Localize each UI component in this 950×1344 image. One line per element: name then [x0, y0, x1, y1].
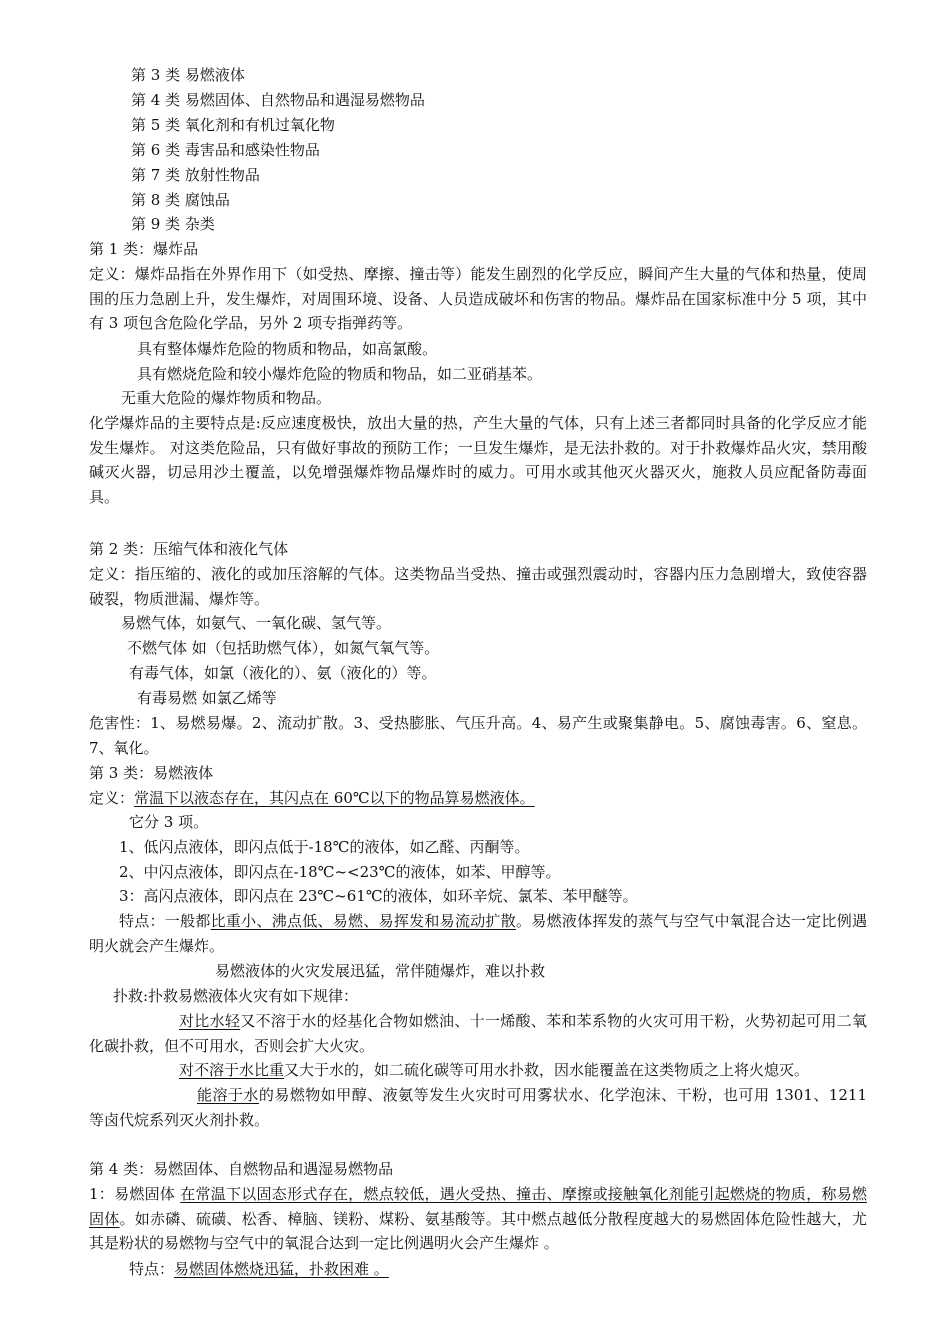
gases-hazards: 危害性：1、易燃易爆。2、流动扩散。3、受热膨胀、气压升高。4、易产生或聚集静电。5、腐蚀毒害。6、窒息。7、氧化。 — [89, 714, 867, 757]
liquids-definition — [89, 786, 870, 811]
section-heading-gases: 第 2 类：压缩气体和液化气体 — [89, 540, 289, 558]
class-list-item: 第 6 类 毒害品和感染性物品 — [131, 141, 320, 159]
gas-subtype: 有毒易燃 如氯乙烯等 — [137, 689, 277, 707]
liquids-rescue-heading: 扑救:扑救易燃液体火灾有如下规律： — [113, 987, 359, 1005]
rescue-rule-water-soluble — [89, 1083, 867, 1132]
explosives-subtype: 具有整体爆炸危险的物质和物品，如高氯酸。 — [137, 340, 438, 358]
gas-subtype: 不燃气体 如（包括助燃气体），如氮气氧气等。 — [127, 639, 440, 657]
solids-definition — [89, 1182, 867, 1256]
class-list-item: 第 5 类 氧化剂和有机过氧化物 — [131, 116, 335, 134]
rescue-rule-key: 能溶于水 — [197, 1086, 259, 1104]
rescue-rule-text: 又大于水的，如二硫化碳等可用水扑救，因水能覆盖在这类物质之上将火熄灭。 — [284, 1061, 810, 1079]
features-rest: 。易燃液体挥发的蒸气与空气中氧混合达一定比例遇明火就会产生爆炸。 — [89, 912, 867, 955]
rescue-rule-key: 对不溶于水比重 — [179, 1061, 285, 1079]
rescue-rule-heavier-than-water — [89, 1058, 870, 1083]
definition-underlined-text: 常温下以液态存在，其闪点在 60℃以下的物品算易燃液体。 — [134, 789, 535, 807]
liquid-class-item: 3：高闪点液体，即闪点在 23℃~61℃的液体，如环辛烷、氯苯、苯甲醚等。 — [119, 887, 638, 905]
section-heading-flammable-liquids: 第 3 类：易燃液体 — [89, 764, 214, 782]
explosives-subtype: 无重大危险的爆炸物质和物品。 — [121, 389, 332, 407]
definition-label: 1：易燃固体 — [89, 1185, 181, 1203]
section-heading-flammable-solids: 第 4 类：易燃固体、自燃物品和遇湿易燃物品 — [89, 1160, 394, 1178]
gas-subtype: 有毒气体，如氯（液化的）、氨（液化的）等。 — [129, 664, 437, 682]
definition-label: 定义： — [89, 789, 135, 807]
features-label: 特点：一般都 — [119, 912, 211, 930]
definition-underlined-text: 在常温下以固态形式存在，燃点较低，遇火受热、撞击、摩擦或接触氧化剂能引起燃烧的物质，称易燃固体 — [89, 1185, 868, 1228]
rescue-rule-text: 的易燃物如甲醇、液氨等发生火灾时可用雾状水、化学泡沫、干粉，也可用 1301、1211 等卤代烷系列灭火剂扑救。 — [89, 1086, 867, 1129]
liquids-fire-note: 易燃液体的火灾发展迅猛，常伴随爆炸，难以扑救 — [215, 962, 546, 980]
class-list-item: 第 7 类 放射性物品 — [131, 166, 260, 184]
explosives-definition: 定义：爆炸品指在外界作用下（如受热、摩擦、撞击等）能发生剧烈的化学反应，瞬间产生大量的气体和热量，使周围的压力急剧上升，发生爆炸，对周围环境、设备、人员造成破坏和伤害的物品。爆炸品在国家标准中分 5 项，其中有 3 项包含危险化学品，另外 2 项专指弹药等。 — [89, 265, 867, 333]
liquids-features — [89, 909, 867, 958]
rescue-rule-lighter-than-water — [89, 1009, 867, 1058]
features-label: 特点： — [129, 1260, 175, 1278]
class-list-item: 第 8 类 腐蚀品 — [131, 191, 230, 209]
liquid-class-item: 2、中闪点液体，即闪点在-18℃~<23℃的液体，如苯、甲醇等。 — [119, 863, 561, 881]
liquids-classes-intro: 它分 3 项。 — [129, 813, 209, 831]
gases-definition: 定义：指压缩的、液化的或加压溶解的气体。这类物品当受热、撞击或强烈震动时，容器内压力急剧增大，致使容器破裂，物质泄漏、爆炸等。 — [89, 565, 867, 608]
features-underlined-text: 比重小、沸点低、易燃、易挥发和易流动扩散 — [210, 912, 517, 930]
rescue-rule-key: 对比水轻 — [179, 1012, 241, 1030]
explosives-subtype: 具有燃烧危险和较小爆炸危险的物质和物品，如二亚硝基苯。 — [137, 365, 543, 383]
class-list-item: 第 4 类 易燃固体、自然物品和遇湿易燃物品 — [131, 91, 425, 109]
rescue-rule-text: 又不溶于水的烃基化合物如燃油、十一烯酸、苯和苯系物的火灾可用干粉，火势初起可用二氧化碳扑救，但不可用水，否则会扩大火灾。 — [89, 1012, 867, 1055]
explosives-features: 化学爆炸品的主要特点是:反应速度极快，放出大量的热，产生大量的气体，只有上述三者都同时具备的化学反应才能发生爆炸。 对这类危险品，只有做好事故的预防工作；一旦发生爆炸，是无法扑救的。对于扑救爆炸品火灾，禁用酸碱灭火器，切忌用沙土覆盖，以免增强爆炸物品爆炸时的威力。可用水或其他灭火器灭火，施救人员应配备防毒面具。 — [89, 414, 867, 506]
gas-subtype: 易燃气体，如氨气、一氧化碳、氢气等。 — [121, 614, 392, 632]
section-heading-explosives: 第 1 类：爆炸品 — [89, 240, 199, 258]
solids-features — [89, 1257, 870, 1282]
features-underlined-text: 易燃固体燃烧迅猛，扑救困难 。 — [174, 1260, 389, 1278]
class-list-item: 第 3 类 易燃液体 — [131, 66, 245, 84]
liquid-class-item: 1、低闪点液体，即闪点低于-18℃的液体，如乙醛、丙酮等。 — [119, 838, 530, 856]
definition-rest: 。如赤磷、硫磺、松香、樟脑、镁粉、煤粉、氨基酸等。其中燃点越低分散程度越大的易燃固体危险性越大，尤其是粉状的易燃物与空气中的氧混合达到一定比例遇明火会产生爆炸 。 — [89, 1209, 867, 1253]
class-list-item: 第 9 类 杂类 — [131, 215, 215, 233]
